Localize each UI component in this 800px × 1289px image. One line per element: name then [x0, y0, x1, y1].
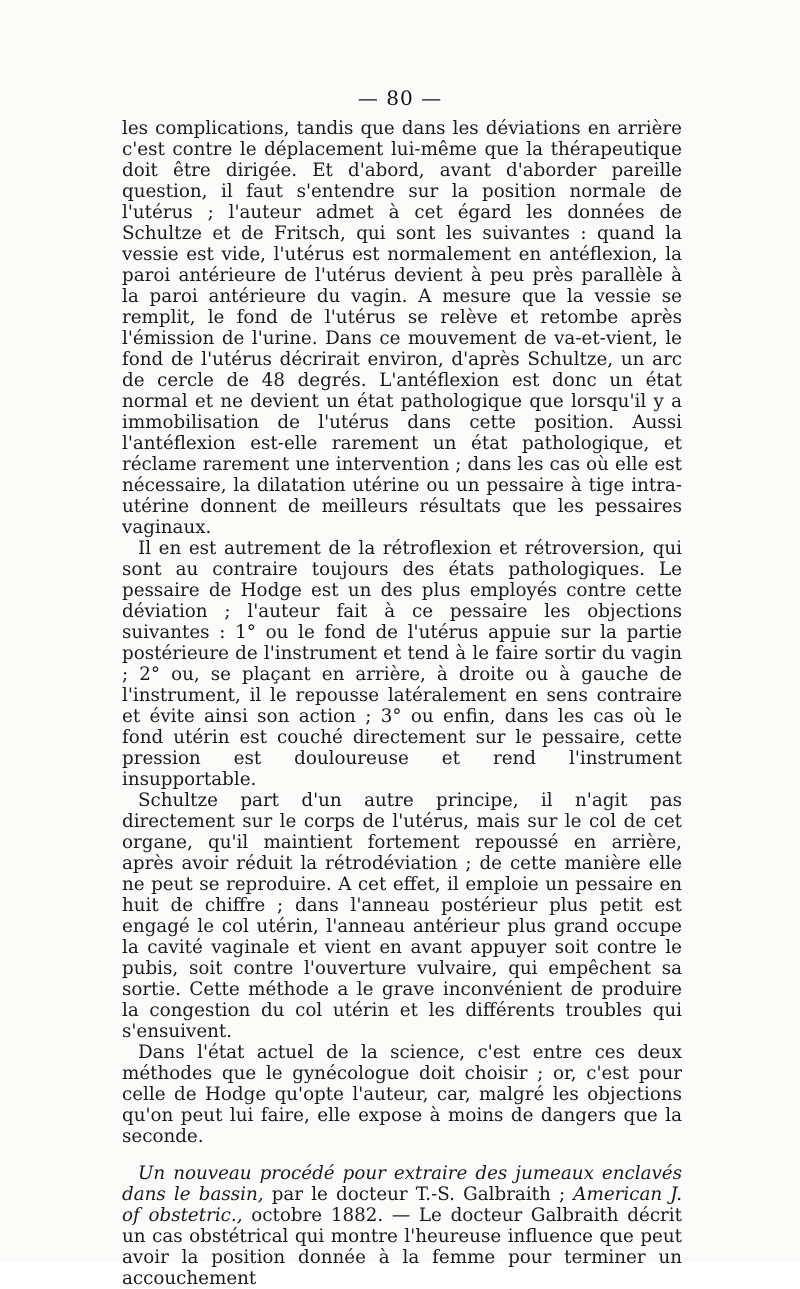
review-title: Un nouveau procédé pour extraire des jumeaux enclavés dans le bassin, [122, 1163, 682, 1205]
page-number: — 80 — [357, 86, 443, 110]
review-paragraph [122, 1163, 682, 1289]
review-author: par le docteur T.-S. Galbraith ; [263, 1184, 574, 1205]
section-gap [122, 1147, 682, 1163]
paragraph-4: Dans l'état actuel de la science, c'est entre ces deux méthodes que le gynécologue doit choisir ; or, c'est pour celle de Hodge qu'opte l'auteur, car, malgré les objections qu'on peut lui faire, elle expose à moins de dangers que la seconde. [122, 1042, 682, 1147]
paragraph-2: Il en est autrement de la rétroflexion et rétroversion, qui sont au contraire toujours des états pathologiques. Le pessaire de Hodge est un des plus employés contre cette déviation ; l'auteur fait à ce pessaire les objections suivantes : 1° ou le fond de l'utérus appuie sur la partie postérieure de l'instrument et tend à le faire sortir du vagin ; 2° ou, se plaçant en arrière, à droite ou à gauche de l'instrument, il le repousse latéralement en sens contraire et évite ainsi son action ; 3° ou enfin, dans les cas où le fond utérin est couché directement sur le pessaire, cette pression est douloureuse et rend l'instrument insupportable. [122, 538, 682, 790]
paragraph-1: les complications, tandis que dans les déviations en arrière c'est contre le déplacement lui-même que la thérapeutique doit être dirigée. Et d'abord, avant d'aborder pareille question, il faut s'entendre sur la position normale de l'utérus ; l'auteur admet à cet égard les données de Schultze et de Fritsch, qui sont les suivantes : quand la vessie est vide, l'utérus est normalement en antéflexion, la paroi antérieure de l'utérus devient à peu près parallèle à la paroi antérieure du vagin. A mesure que la vessie se remplit, le fond de l'utérus se relève et retombe après l'émission de l'urine. Dans ce mouvement de va-et-vient, le fond de l'utérus décrirait environ, d'après Schultze, un arc de cercle de 48 degrés. L'antéflexion est donc un état normal et ne devient un état pathologique que lorsqu'il y a immobilisation de l'utérus dans cette position. Aussi l'antéflexion est-elle rarement un état pathologique, et réclame rarement une intervention ; dans les cas où elle est nécessaire, la dilatation utérine ou un pessaire à tige intra-utérine donnent de meilleurs résultats que les pessaires vaginaux. [122, 118, 682, 538]
body-text [122, 118, 682, 1289]
review-journal: American J. of obstetric., [122, 1184, 683, 1226]
paragraph-3: Schultze part d'un autre principe, il n'agit pas directement sur le corps de l'utérus, mais sur le col de cet organe, qu'il maintient fortement repoussé en arrière, après avoir réduit la rétrodéviation ; de cette manière elle ne peut se reproduire. A cet effet, il emploie un pessaire en huit de chiffre ; dans l'anneau postérieur plus petit est engagé le col utérin, l'anneau antérieur plus grand occupe la cavité vaginale et vient en avant appuyer soit contre le pubis, soit contre l'ouverture vulvaire, qui empêchent sa sortie. Cette méthode a le grave inconvénient de produire la congestion du col utérin et les différents troubles qui s'ensuivent. [122, 790, 682, 1042]
review-body: octobre 1882. — Le docteur Galbraith décrit un cas obstétrical qui montre l'heureuse influence que peut avoir la position donnée à la femme pour terminer un accouchement [122, 1205, 682, 1289]
